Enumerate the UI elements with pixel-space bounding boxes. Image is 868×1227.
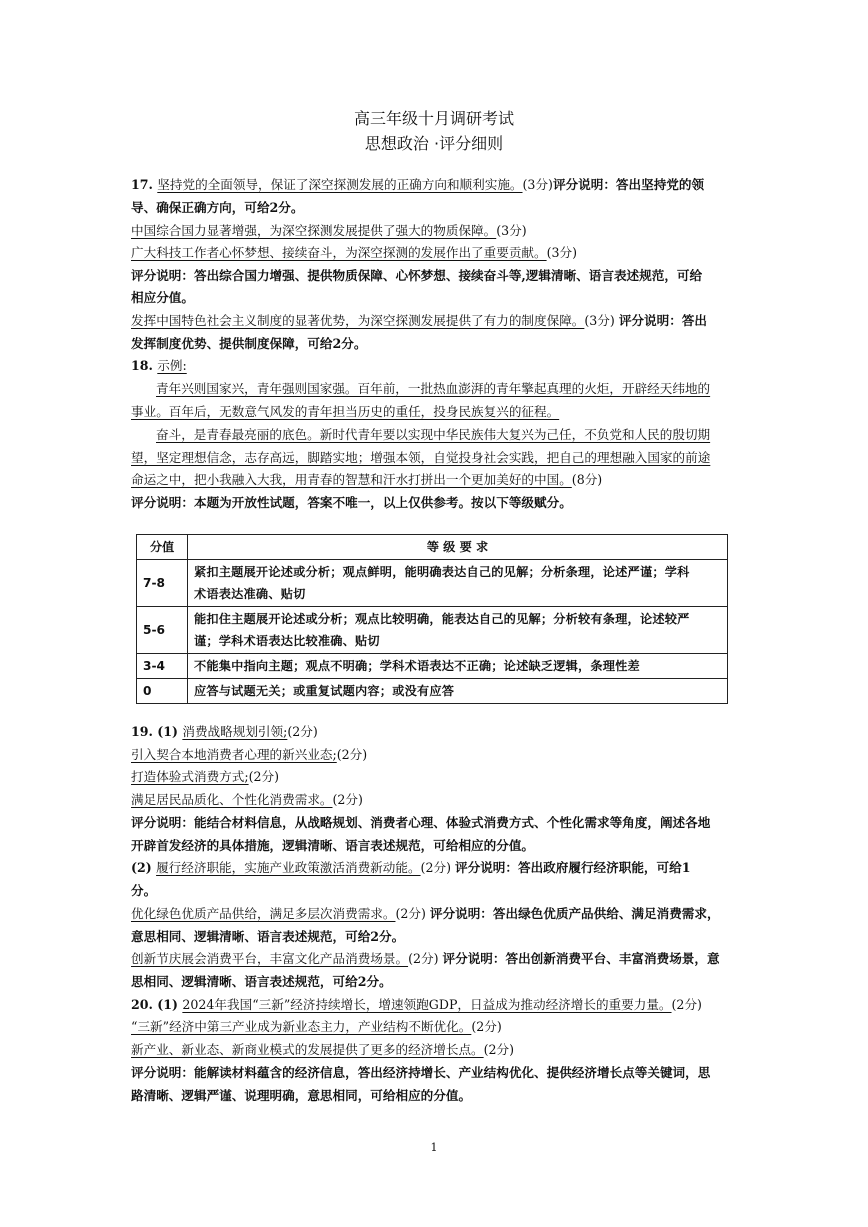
q18-line-1: 18. 示例: (131, 358, 187, 373)
grade-requirement: 不能集中指向主题；观点不明确；学科术语表达不正确；论述缺乏逻辑，条理性差 (188, 654, 728, 679)
q18-p2-line-1: 奋斗，是青春最亮丽的底色。新时代青年要以实现中华民族伟大复兴为己任，不负党和人民的殷切期 (156, 427, 711, 442)
grade-requirement: 能扣住主题展开论述或分析；观点比较明确，能表达自己的见解；分析较有条理，论述较严 谨；学科术语表达比较准确、贴切 (188, 607, 728, 654)
q17-line-8: 发挥制度优势、提供制度保障，可给2分。 (131, 336, 367, 351)
q20-line-4: 评分说明：能解读材料蕴含的经济信息，答出经济持增长、产业结构优化、提供经济增长点等关键词，思 (131, 1065, 711, 1080)
q20-line-3: 新产业、新业态、新商业模式的发展提供了更多的经济增长点。(2分) (131, 1042, 515, 1057)
q19-line-2: 引入契合本地消费者心理的新兴业态;(2分) (131, 747, 368, 762)
q18-p2-line-2: 望，坚定理想信念，志存高远，脚踏实地；增强本领，自觉投身社会实践，把自己的理想融入国家的前途 (131, 450, 711, 465)
grade-header-requirement: 等 级 要 求 (188, 535, 728, 560)
q19-line-5: 评分说明：能结合材料信息，从战略规划、消费者心理、体验式消费方式、个性化需求等角度，阐述各地 (131, 815, 711, 830)
q20-line-5: 路清晰、逻辑严谨、说理明确，意思相同，可给相应的分值。 (131, 1088, 472, 1103)
q20-line-1: 20. (1) 2024年我国“三新”经济持续增长，增速领跑GDP，日益成为推动经济增长的重要力量。(2分) (131, 997, 702, 1012)
grade-score: 5-6 (137, 607, 188, 654)
grade-score: 3-4 (137, 654, 188, 679)
q17-line-2: 导、确保正确方向，可给2分。 (131, 200, 304, 215)
q19-line-9: 优化绿色优质产品供给，满足多层次消费需求。(2分) 评分说明：答出绿色优质产品供给、满足消费需求， (131, 906, 720, 921)
grade-score: 7-8 (137, 560, 188, 607)
q19-line-12: 思相同、逻辑清晰、语言表述规范，可给2分。 (131, 974, 392, 989)
q19-line-4: 满足居民品质化、个性化消费需求。(2分) (131, 792, 363, 807)
grade-requirement: 紧扣主题展开论述或分析；观点鲜明，能明确表达自己的见解；分析条理，论述严谨；学科 术语表达准确、贴切 (188, 560, 728, 607)
table-row (137, 560, 728, 607)
q17-line-4: 广大科技工作者心怀梦想、接续奋斗，为深空探测的发展作出了重要贡献。(3分) (131, 245, 578, 260)
page-number: 1 (430, 1141, 438, 1154)
q17-line-1: 17. 坚持党的全面领导，保证了深空探测发展的正确方向和顺利实施。(3分)评分说明：答出坚持党的领 (131, 177, 705, 192)
q19-line-1: 19. (1) 消费战略规划引领;(2分) (131, 724, 318, 739)
grade-header-score: 分值 (137, 535, 188, 560)
page-subtitle: 思想政治 ·评分细则 (364, 134, 504, 153)
q17-line-3: 中国综合国力显著增强，为深空探测发展提供了强大的物质保障。(3分) (131, 223, 527, 238)
q18-p1-line-2: 事业。百年后，无数意气风发的青年担当历史的重任，投身民族复兴的征程。 (131, 404, 560, 419)
q19-line-11: 创新节庆展会消费平台，丰富文化产品消费场景。(2分) 评分说明：答出创新消费平台、丰富消费场景，意 (131, 951, 720, 966)
q18-note: 评分说明：本题为开放性试题，答案不唯一，以上仅供参考。按以下等级赋分。 (131, 495, 572, 510)
q17-line-6: 相应分值。 (131, 290, 194, 305)
table-row (137, 607, 728, 654)
grade-score: 0 (137, 679, 188, 704)
table-row (137, 654, 728, 679)
grade-table-header (137, 535, 728, 560)
q17-line-5: 评分说明：答出综合国力增强、提供物质保障、心怀梦想、接续奋斗等,逻辑清晰、语言表述规范，可给 (131, 268, 703, 283)
q20-line-2: “三新”经济中第三产业成为新业态主力，产业结构不断优化。(2分) (131, 1019, 502, 1034)
page-title: 高三年级十月调研考试 (353, 109, 514, 128)
q17-line-7: 发挥中国特色社会主义制度的显著优势，为深空探测发展提供了有力的制度保障。(3分) 评分说明：答出 (131, 313, 707, 328)
q19-line-6: 开辟首发经济的具体措施，逻辑清晰、语言表述规范，可给相应的分值。 (131, 838, 534, 853)
q19-line-3: 打造体验式消费方式;(2分) (131, 769, 280, 784)
grade-table (136, 534, 728, 704)
q19-line-7: (2) 履行经济职能，实施产业政策激活消费新动能。(2分) 评分说明：答出政府履行经济职能，可给1 (131, 860, 691, 875)
table-row (137, 679, 728, 704)
q18-p1-line-1: 青年兴则国家兴，青年强则国家强。百年前，一批热血澎湃的青年擎起真理的火炬，开辟经天纬地的 (156, 381, 711, 396)
q19-line-10: 意思相同、逻辑清晰、语言表述规范，可给2分。 (131, 929, 405, 944)
q18-p2-line-3: 命运之中，把小我融入大我，用青春的智慧和汗水打拼出一个更加美好的中国。(8分) (131, 472, 603, 487)
q19-line-8: 分。 (131, 883, 157, 898)
grade-requirement: 应答与试题无关；或重复试题内容；或没有应答 (188, 679, 728, 704)
